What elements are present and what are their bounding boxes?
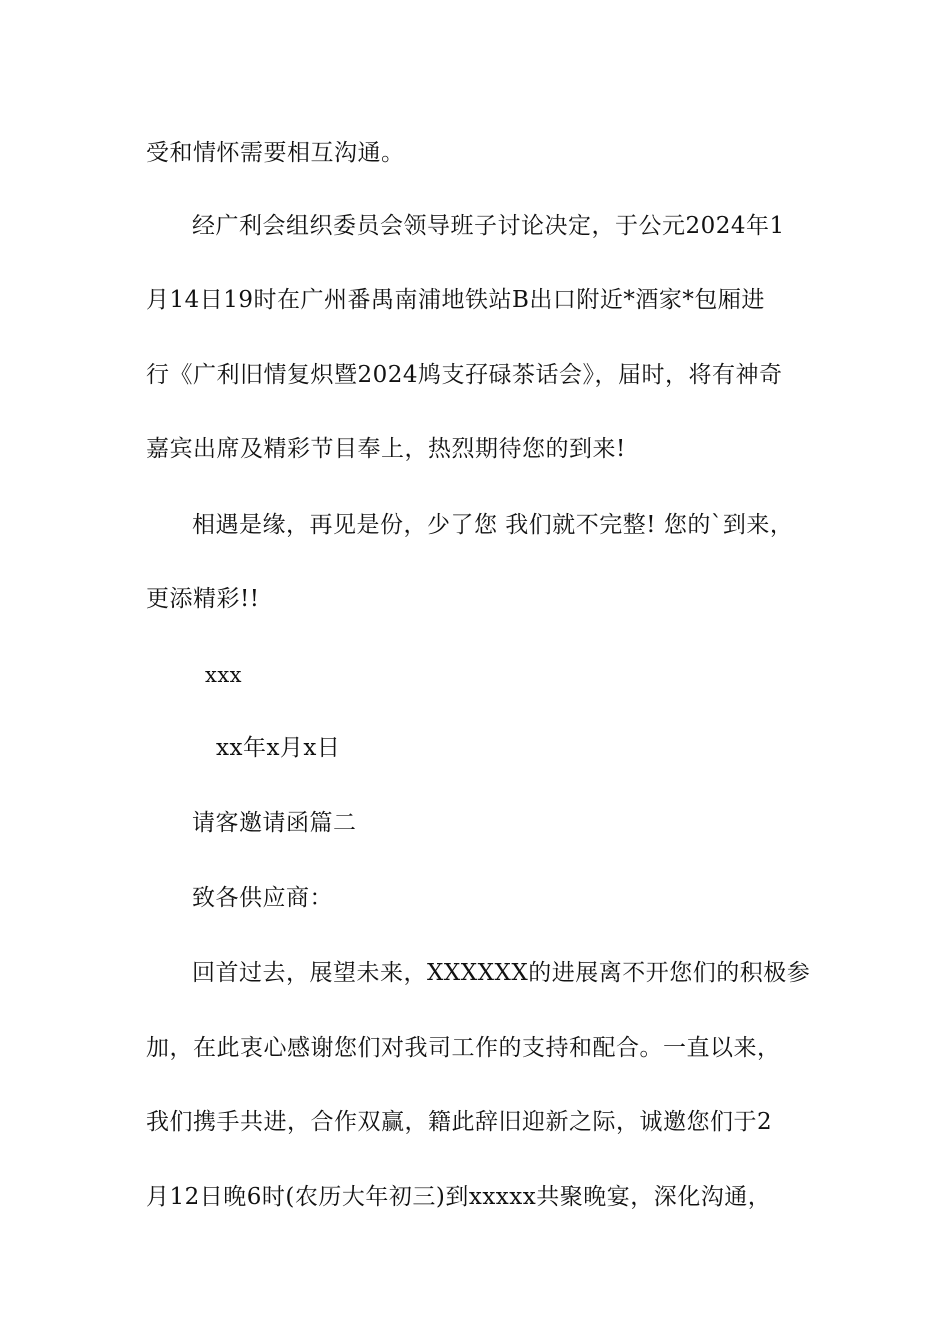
text-line: 月14日19时在广州番禺南浦地铁站B出口附近*酒家*包厢进 [146,287,765,313]
text-line: 行《广利旧情复炽暨2024鸠支孖碌茶话会》，届时，将有神奇 [146,362,783,388]
text-line: 更添精彩!! [146,586,260,612]
section-title: 请客邀请函篇二 [192,810,357,836]
paragraph-line: 经广利会组织委员会领导班子讨论决定，于公元2024年1 [192,213,785,239]
signature-date: xx年x月x日 [216,735,341,761]
signature-name: xxx [205,663,243,687]
salutation: 致各供应商： [192,885,333,911]
text-line: 嘉宾出席及精彩节目奉上，热烈期待您的到来! [146,436,626,462]
paragraph-line: 相遇是缘，再见是份，少了您 我们就不完整! 您的`到来， [192,512,794,538]
text-line: 加，在此衷心感谢您们对我司工作的支持和配合。一直以来， [146,1035,781,1061]
text-line: 月12日晚6时(农历大年初三)到xxxxx共聚晚宴，深化沟通， [146,1184,772,1210]
text-line: 我们携手共进，合作双赢，籍此辞旧迎新之际，诚邀您们于2 [146,1109,773,1135]
text-line: 受和情怀需要相互沟通。 [146,140,405,166]
paragraph-line: 回首过去，展望未来，XXXXXX的进展离不开您们的积极参 [192,960,811,986]
